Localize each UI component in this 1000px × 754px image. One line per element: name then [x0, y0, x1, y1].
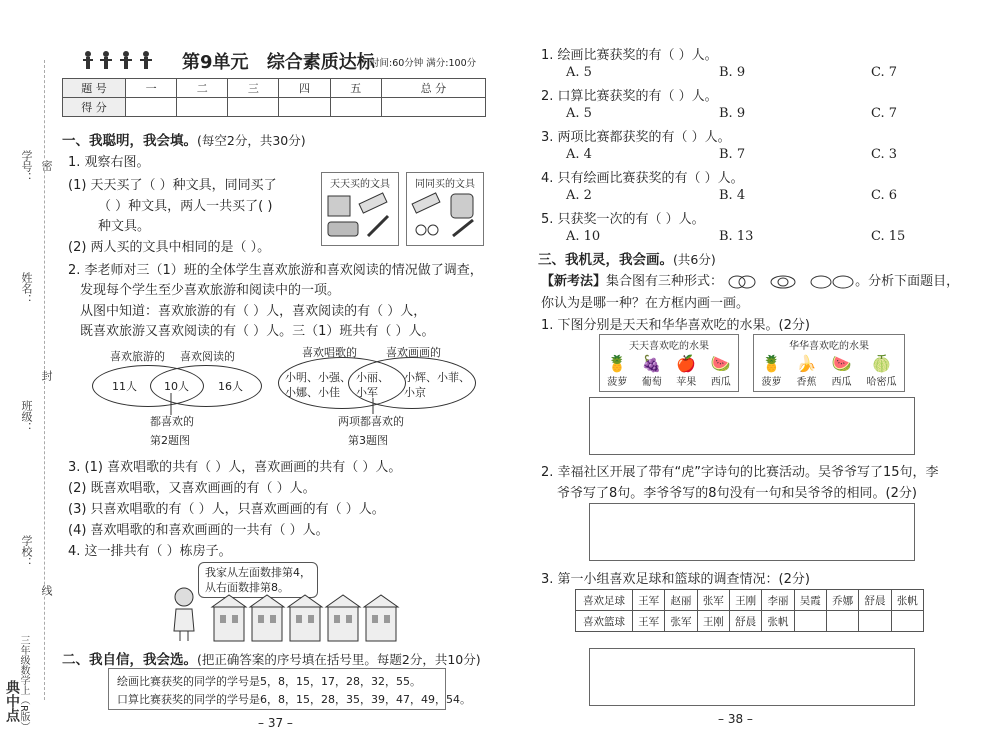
s3-q1: 1. 下图分别是天天和华华喜欢吃的水果。(2分) — [541, 318, 810, 333]
fruit-label: 苹果 — [676, 377, 697, 388]
s3-q3: 3. 第一小组喜欢足球和篮球的调查情况：(2分) — [541, 572, 810, 587]
melon-icon: 🍈 — [871, 354, 892, 373]
drawing-answer-box-2[interactable] — [589, 503, 915, 561]
q3-line: (4) 喜欢唱歌的和喜欢画画的一共有（ ）人。 — [68, 523, 329, 538]
mc-option[interactable]: A. 5 — [566, 106, 592, 121]
score-input-cell[interactable] — [228, 98, 279, 117]
s3-q2-line: 2. 幸福社区开展了带有“虎”字诗句的比赛活动。吴爷爷写了15句，李 — [541, 465, 939, 480]
venn3-right-line: 小辉、小菲、 — [404, 371, 470, 384]
venn3-right-line: 小京 — [404, 386, 426, 399]
venn3-pointer-label: 两项都喜欢的 — [338, 415, 404, 428]
mc-question: 1. 绘画比赛获奖的有（ ）人。 — [541, 48, 718, 63]
tiantian-stationery-box — [321, 172, 399, 246]
survey-row-header: 喜欢足球 — [576, 590, 633, 611]
survey-cell: 乔娜 — [826, 590, 858, 611]
section-3-title: 三、我机灵，我会画。 — [538, 252, 673, 268]
tip-line — [541, 270, 959, 289]
score-cell: 四 — [279, 79, 330, 98]
score-input-cell[interactable] — [381, 98, 485, 117]
bubble-line: 从右面数排第8。 — [205, 581, 289, 594]
survey-cell: 吴霞 — [794, 590, 826, 611]
pineapple-icon: 🍍 — [761, 354, 782, 373]
survey-cell: 舒晨 — [859, 590, 891, 611]
binding-margin — [0, 0, 62, 754]
fruit-label: 哈密瓜 — [866, 377, 897, 388]
seal-mark: 密 — [40, 160, 53, 171]
apple-item — [676, 354, 696, 388]
page-number-right: – 38 – — [718, 712, 753, 726]
q1-stem: 1. 观察右图。 — [68, 155, 150, 170]
box-title: 同同买的文具 — [415, 179, 475, 190]
q3-line: 3. (1) 喜欢唱歌的共有（ ）人，喜欢画画的共有（ ）人。 — [68, 460, 402, 475]
mc-option[interactable]: B. 4 — [719, 188, 746, 203]
q2-line: 2. 李老师对三（1）班的全体学生喜欢旅游和喜欢阅读的情况做了调查， — [68, 263, 483, 278]
section-3-heading — [538, 248, 716, 268]
venn3-mid-line: 小丽、 — [356, 371, 389, 384]
survey-cell: 张帆 — [891, 590, 923, 611]
q1-line: （ ）种文具，两人一共买了( ) — [98, 199, 273, 214]
q4-line: 4. 这一排共有（ ）栋房子。 — [68, 544, 232, 559]
football-row — [576, 590, 924, 611]
brand-logo: 典中点 — [4, 680, 20, 722]
apple-icon: 🍎 — [676, 354, 697, 373]
survey-cell: 李丽 — [762, 590, 794, 611]
mc-option[interactable]: C. 6 — [871, 188, 898, 203]
unit-number: 第9单元 — [182, 52, 249, 73]
stationery-icon — [407, 190, 483, 242]
banana-icon: 🍌 — [796, 354, 817, 373]
school-label: 学校： — [20, 535, 33, 568]
fruit-row — [754, 354, 904, 388]
mc-option[interactable]: B. 7 — [719, 147, 746, 162]
q3-line: (2) 既喜欢唱歌，又喜欢画画的有（ ）人。 — [68, 481, 316, 496]
mc-option[interactable]: A. 10 — [566, 229, 601, 244]
score-input-cell[interactable] — [279, 98, 330, 117]
time-score-meta: 时间:60分钟 满分:100分 — [370, 58, 477, 69]
tiantian-fruit-box — [599, 334, 739, 392]
watermelon-icon: 🍉 — [831, 354, 852, 373]
huahua-fruit-box — [753, 334, 905, 392]
q1-line: 种文具。 — [98, 219, 151, 234]
math-award-info: 口算比赛获奖的同学的学号是6，8，15，28，35，39，47，49，54。 — [117, 693, 471, 706]
survey-cell: 张军 — [665, 611, 697, 632]
girl-icon — [174, 588, 194, 641]
grape-item — [642, 354, 662, 388]
score-cell: 二 — [177, 79, 228, 98]
fruit-label: 菠萝 — [607, 377, 628, 388]
survey-cell — [891, 611, 923, 632]
watermelon-icon: 🍉 — [710, 354, 731, 373]
venn2-middle-value: 10人 — [164, 380, 189, 393]
venn2-pointer-line — [166, 393, 176, 415]
drawing-answer-box-3[interactable] — [589, 648, 915, 706]
venn3-right-label: 喜欢画画的 — [386, 346, 441, 359]
q2-line: 发现每个学生至少喜欢旅游和阅读中的一项。 — [80, 283, 341, 298]
venn3-caption: 第3题图 — [348, 434, 388, 447]
melon-item — [867, 354, 897, 388]
venn3-left-label: 喜欢唱歌的 — [302, 346, 357, 359]
q1-line: (1) 天天买了（ ）种文具，同同买了 — [68, 178, 277, 193]
pineapple-item — [607, 354, 627, 388]
kids-decoration-icon — [80, 48, 160, 82]
award-info-box — [108, 668, 471, 710]
mc-question: 3. 两项比赛都获奖的有（ ）人。 — [541, 130, 731, 145]
q2-line: 从图中知道：喜欢旅游的有（ ）人，喜欢阅读的有（ ）人， — [80, 304, 427, 319]
q3-line: (3) 只喜欢唱歌的有（ ）人，只喜欢画画的有（ ）人。 — [68, 502, 385, 517]
venn3-left-line: 小明、小强、 — [285, 371, 351, 384]
q2-line: 既喜欢旅游又喜欢阅读的有（ ）人。三（1）班共有（ ）人。 — [80, 324, 435, 339]
mc-option[interactable]: C. 7 — [871, 65, 898, 80]
score-input-cell[interactable] — [126, 98, 177, 117]
fruit-label: 葡萄 — [641, 377, 662, 388]
section-2-heading — [62, 648, 481, 668]
tip-text: 集合图有三种形式： — [606, 274, 724, 289]
venn2-right-value: 16人 — [218, 380, 243, 393]
survey-cell: 王刚 — [729, 590, 761, 611]
section-1-heading — [62, 129, 306, 149]
set-diagram-forms-icon — [727, 275, 855, 289]
venn2-pointer-label: 都喜欢的 — [150, 415, 194, 428]
banana-item — [797, 354, 817, 388]
survey-row-header: 喜欢篮球 — [576, 611, 633, 632]
score-cell: 一 — [126, 79, 177, 98]
survey-cell: 王军 — [633, 590, 665, 611]
venn2-right-label: 喜欢阅读的 — [180, 350, 235, 363]
mc-option[interactable]: A. 4 — [566, 147, 592, 162]
score-cell: 题 号 — [63, 79, 126, 98]
seal-mark: 线 — [40, 585, 53, 596]
mc-option[interactable]: B. 9 — [719, 65, 746, 80]
class-label: 班级： — [20, 400, 33, 433]
fruit-label: 西瓜 — [710, 377, 731, 388]
survey-cell: 赵丽 — [665, 590, 697, 611]
score-table — [62, 78, 486, 117]
mc-question: 4. 只有绘画比赛获奖的有（ ）人。 — [541, 171, 744, 186]
unit-subtitle: 综合素质达标 — [266, 52, 375, 73]
venn2-left-value: 11人 — [112, 380, 137, 393]
mc-option[interactable]: B. 13 — [719, 229, 754, 244]
tip-line-2: 你认为是哪一种？在方框内画一画。 — [541, 296, 750, 311]
survey-cell: 舒晨 — [729, 611, 761, 632]
section-2-note: (把正确答案的序号填在括号里。每题2分，共10分) — [197, 652, 481, 667]
basketball-row — [576, 611, 924, 632]
drawing-answer-box-1[interactable] — [589, 397, 915, 455]
mc-question: 2. 口算比赛获奖的有（ ）人。 — [541, 89, 718, 104]
mc-option[interactable]: B. 9 — [719, 106, 746, 121]
fruit-row — [600, 354, 738, 388]
name-label: 姓名： — [20, 272, 33, 305]
survey-table — [575, 589, 924, 632]
score-table-header-row — [63, 79, 486, 98]
section-1-title: 一、我聪明，我会填。 — [62, 133, 197, 149]
survey-cell — [859, 611, 891, 632]
section-1-note: (每空2分，共30分) — [197, 133, 306, 148]
fruit-label: 西瓜 — [831, 377, 852, 388]
stationery-icon — [322, 190, 398, 242]
q1-line: (2) 两人买的文具中相同的是（ ）。 — [68, 240, 271, 255]
tongtong-stationery-box — [406, 172, 484, 246]
seal-mark: 封 — [40, 370, 53, 381]
score-input-cell[interactable] — [177, 98, 228, 117]
pineapple-item — [762, 354, 782, 388]
mc-option[interactable]: C. 7 — [871, 106, 898, 121]
venn3-left-line: 小娜、小佳 — [285, 386, 340, 399]
mc-option[interactable]: A. 2 — [566, 188, 592, 203]
s3-q2-line: 爷爷写了8句。李爷爷写的8句没有一句和吴爷爷的相同。(2分) — [557, 486, 917, 501]
mc-option[interactable]: C. 15 — [871, 229, 906, 244]
page-number-left: – 37 – — [258, 716, 293, 730]
drawing-award-info: 绘画比赛获奖的同学的学号是5，8，15，17，28，32，55。 — [117, 675, 421, 688]
score-cell: 三 — [228, 79, 279, 98]
mc-option[interactable]: A. 5 — [566, 65, 592, 80]
venn2-caption: 第2题图 — [150, 434, 190, 447]
survey-cell: 张军 — [697, 590, 729, 611]
student-id-label: 学号： — [20, 150, 33, 183]
section-2-title: 二、我自信，我会选。 — [62, 652, 197, 668]
survey-cell — [826, 611, 858, 632]
box-title: 天天买的文具 — [330, 179, 390, 190]
survey-cell: 王军 — [633, 611, 665, 632]
survey-cell — [794, 611, 826, 632]
bubble-line: 我家从左面数排第4， — [205, 566, 311, 579]
tip-tag: 【新考法】 — [541, 274, 607, 289]
fruit-box-title: 天天喜欢吃的水果 — [629, 341, 709, 352]
score-input-cell[interactable] — [330, 98, 381, 117]
watermelon-item — [711, 354, 731, 388]
fruit-box-title: 华华喜欢吃的水果 — [789, 341, 869, 352]
girl-and-houses-illustration — [172, 585, 412, 645]
grape-icon: 🍇 — [641, 354, 662, 373]
watermelon-item — [832, 354, 852, 388]
mc-question: 5. 只获奖一次的有（ ）人。 — [541, 212, 705, 227]
unit-title — [182, 48, 375, 74]
score-cell: 得 分 — [63, 98, 126, 117]
fruit-label: 菠萝 — [761, 377, 782, 388]
venn3-mid-line: 小军 — [356, 386, 378, 399]
section-3-note: (共6分) — [673, 252, 716, 267]
venn3-pointer-line — [368, 398, 378, 414]
fruit-label: 香蕉 — [796, 377, 817, 388]
pineapple-icon: 🍍 — [607, 354, 628, 373]
venn2-left-label: 喜欢旅游的 — [110, 350, 165, 363]
survey-cell: 王刚 — [697, 611, 729, 632]
book-label: 三年级数学上（R版） — [18, 635, 29, 732]
mc-option[interactable]: C. 3 — [871, 147, 898, 162]
score-cell: 总 分 — [381, 79, 485, 98]
score-table-score-row — [63, 98, 486, 117]
tip-text: 。分析下面题目， — [855, 274, 960, 289]
score-cell: 五 — [330, 79, 381, 98]
survey-cell: 张帆 — [762, 611, 794, 632]
